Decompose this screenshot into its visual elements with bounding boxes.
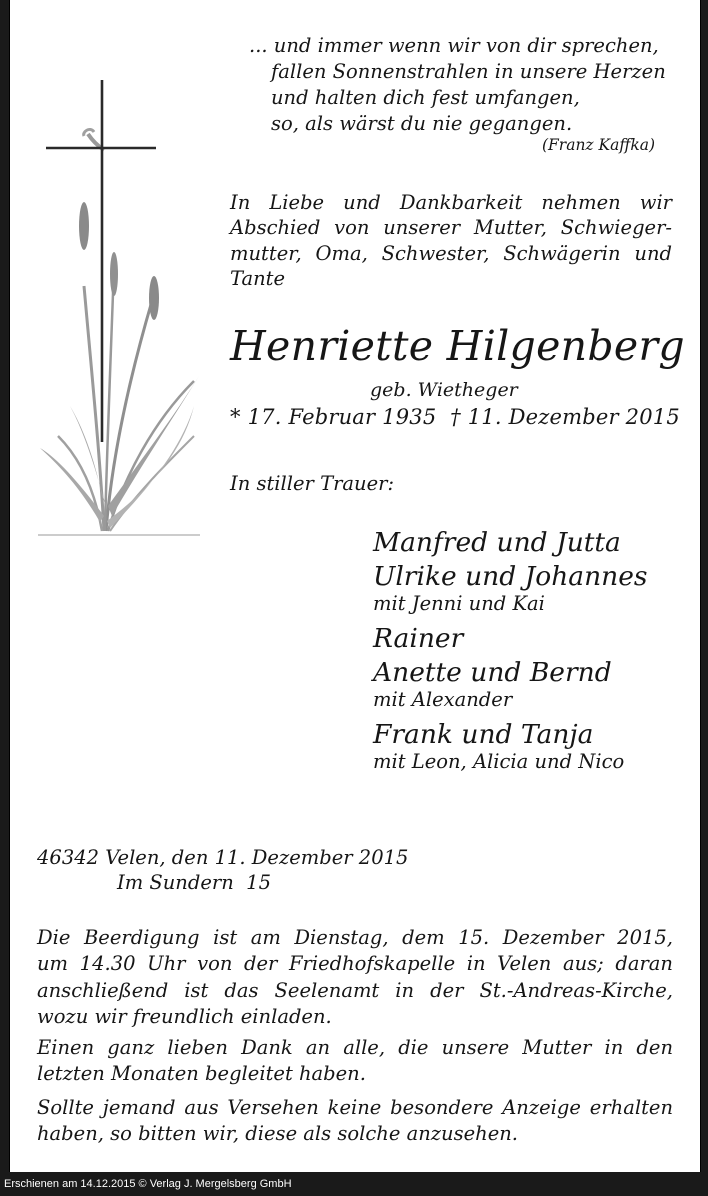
intro-line: Tante (230, 266, 286, 290)
grief-label: In stiller Trauer: (230, 472, 395, 495)
quote-line: fallen Sonnenstrahlen in unsere Herzen (271, 60, 666, 83)
quote-line: und halten dich fest umfangen, (271, 86, 580, 109)
mourners-list (373, 526, 648, 780)
mourner-family: mit Leon, Alicia und Nico (373, 750, 625, 773)
deceased-name: Henriette Hilgenberg (230, 322, 685, 370)
address-block (37, 845, 408, 895)
thanks-paragraph (37, 1035, 673, 1088)
life-dates: * 17. Februar 1935 † 11. Dezember 2015 (230, 405, 680, 429)
paragraph-line: anschließend ist das Seelenamt in der St.-Andreas-Kirche, (37, 978, 673, 1002)
mourner-family: mit Jenni und Kai (373, 592, 545, 615)
intro-line: Abschied von unserer Mutter, Schwieger- (230, 216, 672, 240)
obituary-notice (9, 0, 701, 1172)
mourner-family: mit Alexander (373, 688, 513, 711)
mourner-name: Ulrike und Johannes (373, 561, 648, 592)
paragraph-line: haben, so bitten wir, diese als solche anzusehen. (37, 1122, 518, 1146)
publication-footer: Erschienen am 14.12.2015 © Verlag J. Mergelsberg GmbH (4, 1178, 292, 1190)
funeral-paragraph (37, 925, 673, 1030)
paragraph-line: Einen ganz lieben Dank an alle, die unsere Mutter in den (37, 1036, 673, 1059)
intro-text (230, 190, 672, 291)
cross-reeds-icon (34, 76, 204, 540)
mourner-name: Anette und Bernd (373, 657, 612, 688)
birth-name: geb. Wietheger (370, 379, 518, 401)
intro-line: In Liebe und Dankbarkeit nehmen wir (230, 191, 672, 214)
quote-block (239, 33, 666, 137)
intro-line: mutter, Oma, Schwester, Schwägerin und (230, 241, 672, 265)
quote-author: (Franz Kaffka) (542, 136, 656, 154)
mourner-name: Frank und Tanja (373, 719, 594, 750)
paragraph-line: Die Beerdigung ist am Dienstag, dem 15. Dezember 2015, (37, 926, 673, 949)
paragraph-line: wozu wir freundlich einladen. (37, 1004, 332, 1028)
street-address: Im Sundern 15 (117, 871, 271, 894)
quote-line: so, als wärst du nie gegangen. (271, 112, 573, 135)
mourner-name: Manfred und Jutta (373, 527, 621, 558)
mourner-name: Rainer (373, 623, 464, 654)
quote-line: ... und immer wenn wir von dir sprechen, (249, 34, 659, 57)
paragraph-line: letzten Monaten begleitet haben. (37, 1062, 366, 1086)
paragraph-line: um 14.30 Uhr von der Friedhofskapelle in Velen aus; daran (37, 952, 673, 976)
paragraph-line: Sollte jemand aus Versehen keine besondere Anzeige erhalten (37, 1096, 673, 1119)
place-date: 46342 Velen, den 11. Dezember 2015 (37, 846, 409, 869)
notice-paragraph (37, 1095, 673, 1148)
